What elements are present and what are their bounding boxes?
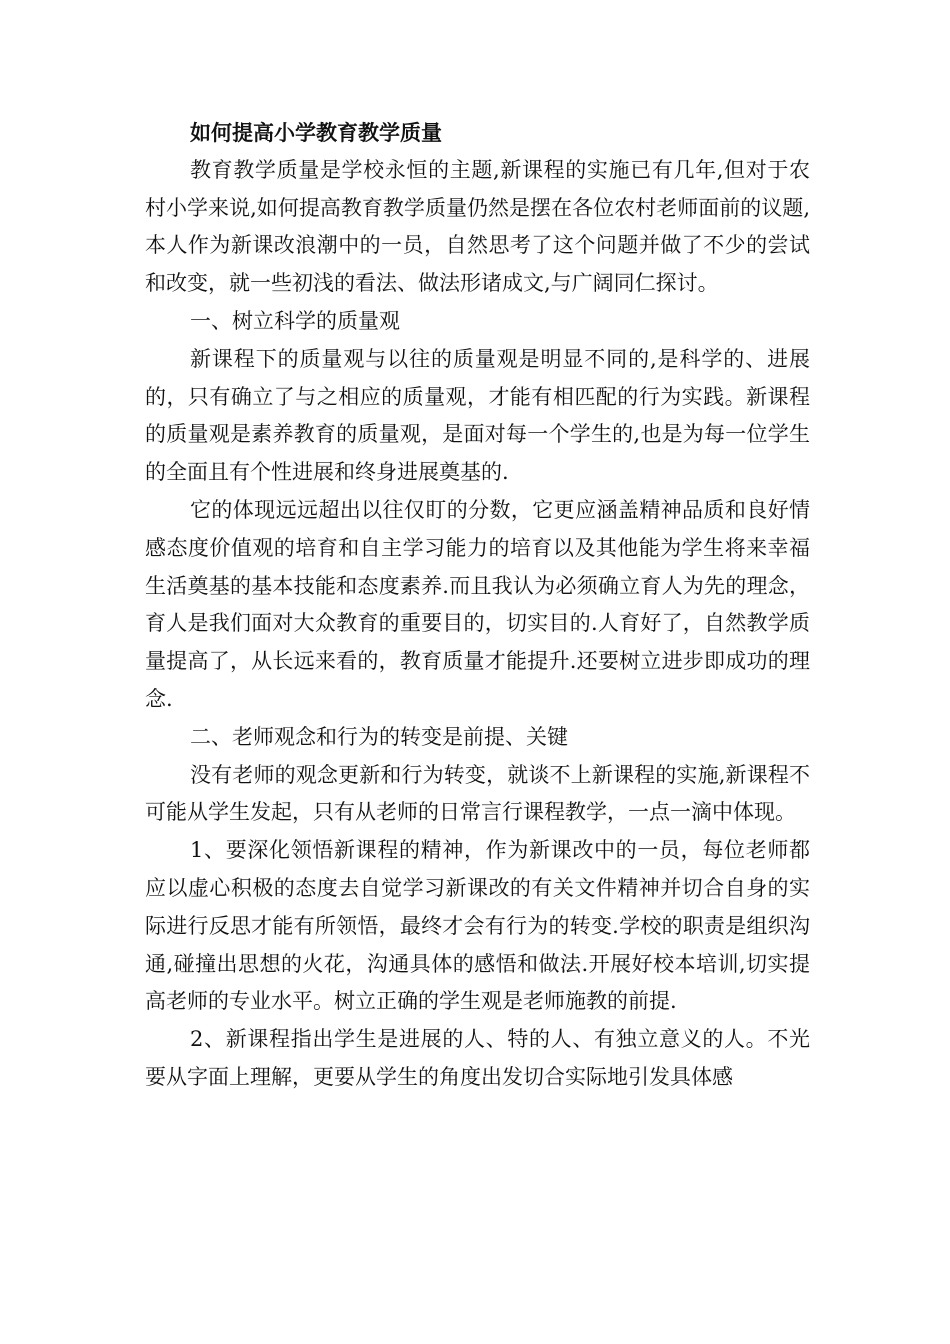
paragraph-quality-embodiment: 它的体现远远超出以往仅盯的分数，它更应涵盖精神品质和良好情感态度价值观的培育和自主学习能力的培育以及其他能为学生将来幸福生活奠基的基本技能和态度素养.而且我认为必须确立育人为先的理念，育人是我们面对大众教育的重要目的，切实目的.人育好了，自然教学质量提高了，从长远来看的，教育质量才能提升.还要树立进步即成功的理念.: [145, 497, 810, 711]
paragraph-intro: 教育教学质量是学校永恒的主题,新课程的实施已有几年,但对于农村小学来说,如何提高教育教学质量仍然是摆在各位农村老师面前的议题,本人作为新课改浪潮中的一员，自然思考了这个问题并做了不少的尝试和改变，就一些初浅的看法、做法形诸成文,与广阔同仁探讨。: [145, 157, 810, 296]
paragraph-teacher-change: 没有老师的观念更新和行为转变，就谈不上新课程的实施,新课程不可能从学生发起，只有从老师的日常言行课程教学，一点一滴中体现。: [145, 762, 810, 825]
section-heading-1: 一、树立科学的质量观: [190, 308, 400, 333]
paragraph-quality-view: 新课程下的质量观与以往的质量观是明显不同的,是科学的、进展的，只有确立了与之相应的质量观，才能有相匹配的行为实践。新课程的质量观是素养教育的质量观，是面对每一个学生的,也是为每一位学生的全面且有个性进展和终身进展奠基的.: [145, 346, 810, 485]
section-heading-2: 二、老师观念和行为的转变是前提、关键: [190, 724, 568, 749]
document-page: [145, 114, 810, 1097]
document-title: 如何提高小学教育教学质量: [190, 120, 442, 145]
paragraph-point-2: 2、新课程指出学生是进展的人、特的人、有独立意义的人。不光要从字面上理解，更要从学生的角度出发切合实际地引发具体感: [145, 1027, 810, 1089]
paragraph-point-1: 1、要深化领悟新课程的精神，作为新课改中的一员，每位老师都应以虚心积极的态度去自觉学习新课改的有关文件精神并切合自身的实际进行反思才能有所领悟，最终才会有行为的转变.学校的职责是组织沟通,碰撞出思想的火花，沟通具体的感悟和做法.开展好校本培训,切实提高老师的专业水平。树立正确的学生观是老师施教的前提.: [145, 838, 810, 1014]
